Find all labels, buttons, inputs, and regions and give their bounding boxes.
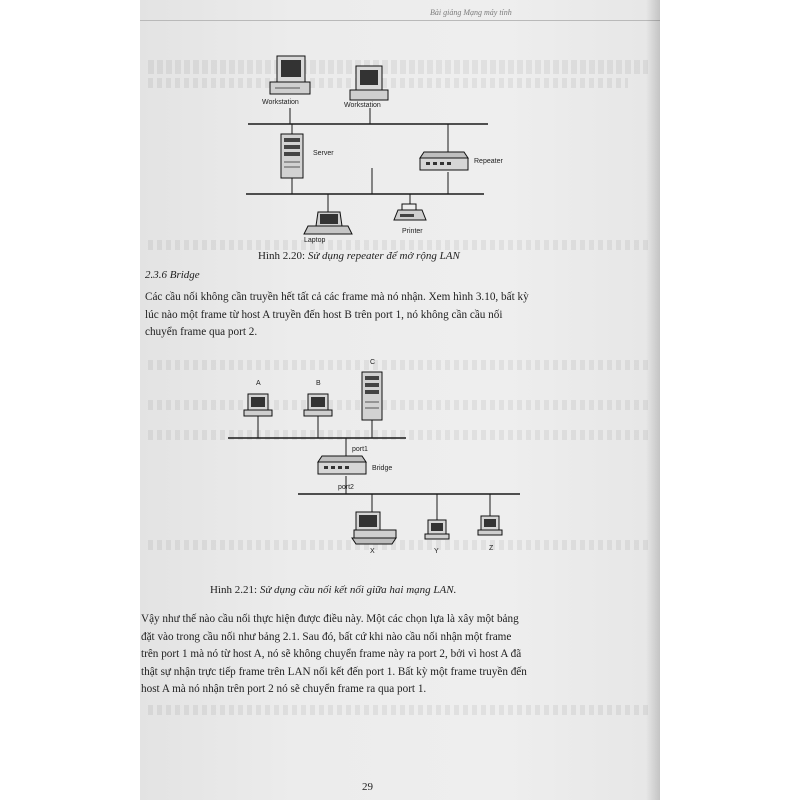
label-host-a: A [256,380,261,387]
caption-text: Sử dụng repeater để mở rộng LAN [307,250,460,262]
label-host-b: B [316,380,321,387]
label-printer: Printer [402,228,423,235]
page-number: 29 [362,781,373,793]
computer-icon [244,394,272,416]
label-repeater: Repeater [474,158,503,165]
label-port2: port2 [338,484,354,491]
label-laptop: Laptop [304,237,326,244]
label-host-z: Z [489,545,494,552]
label-port1: port1 [352,446,368,453]
section-title: 2.3.6 Bridge [145,269,200,281]
label-host-y: Y [434,548,439,555]
label-workstation-2: Workstation [344,102,381,109]
running-header: Bài giảng Mạng máy tính [430,8,512,17]
label-host-c: C [370,359,376,366]
caption-text: Sử dụng cầu nối kết nối giữa hai mạng LAN. [259,584,457,596]
text-line: đặt vào trong cầu nối như bảng 2.1. Sau đó, bất cứ khi nào cầu nối nhận một frame [141,630,512,643]
computer-icon [352,512,396,544]
text-line: Các cầu nối không cần truyền hết tất cả các frame mà nó nhận. Xem hình 3.10, bất kỳ [145,291,529,303]
server-icon [362,372,382,420]
bridge-icon [318,456,366,474]
label-host-x: X [370,548,375,555]
label-workstation-1: Workstation [262,99,299,106]
text-line: thật sự nhận trực tiếp frame trên LAN nối kết đến port 1. Bất kỳ một frame truyền đến [141,665,527,678]
computer-icon [425,520,449,539]
computer-icon [478,516,502,535]
label-bridge: Bridge [372,465,393,472]
label-server: Server [313,150,334,157]
computer-icon [304,394,332,416]
figure-caption-2-21 [210,584,456,596]
text-line: Vậy như thế nào cầu nối thực hiện được điều này. Một các chọn lựa là xây một bảng [141,613,519,625]
text-line: host A mà nó nhận trên port 2 nó sẽ chuyển frame ra qua port 1. [141,683,427,695]
paragraph-bridge-table [141,611,621,699]
caption-number: Hình 2.21: [210,584,258,596]
bleed-through [148,705,648,715]
text-line: lúc nào một frame từ host A truyền đến host B trên port 1, nó không cần cầu nối [145,308,503,321]
caption-number: Hình 2.20: [258,250,306,262]
text-line: trên port 1 mà nó từ host A, nó sẽ không chuyển frame này ra port 2, bởi vì host A đã [141,648,522,660]
text-line: chuyển frame qua port 2. [145,326,258,338]
